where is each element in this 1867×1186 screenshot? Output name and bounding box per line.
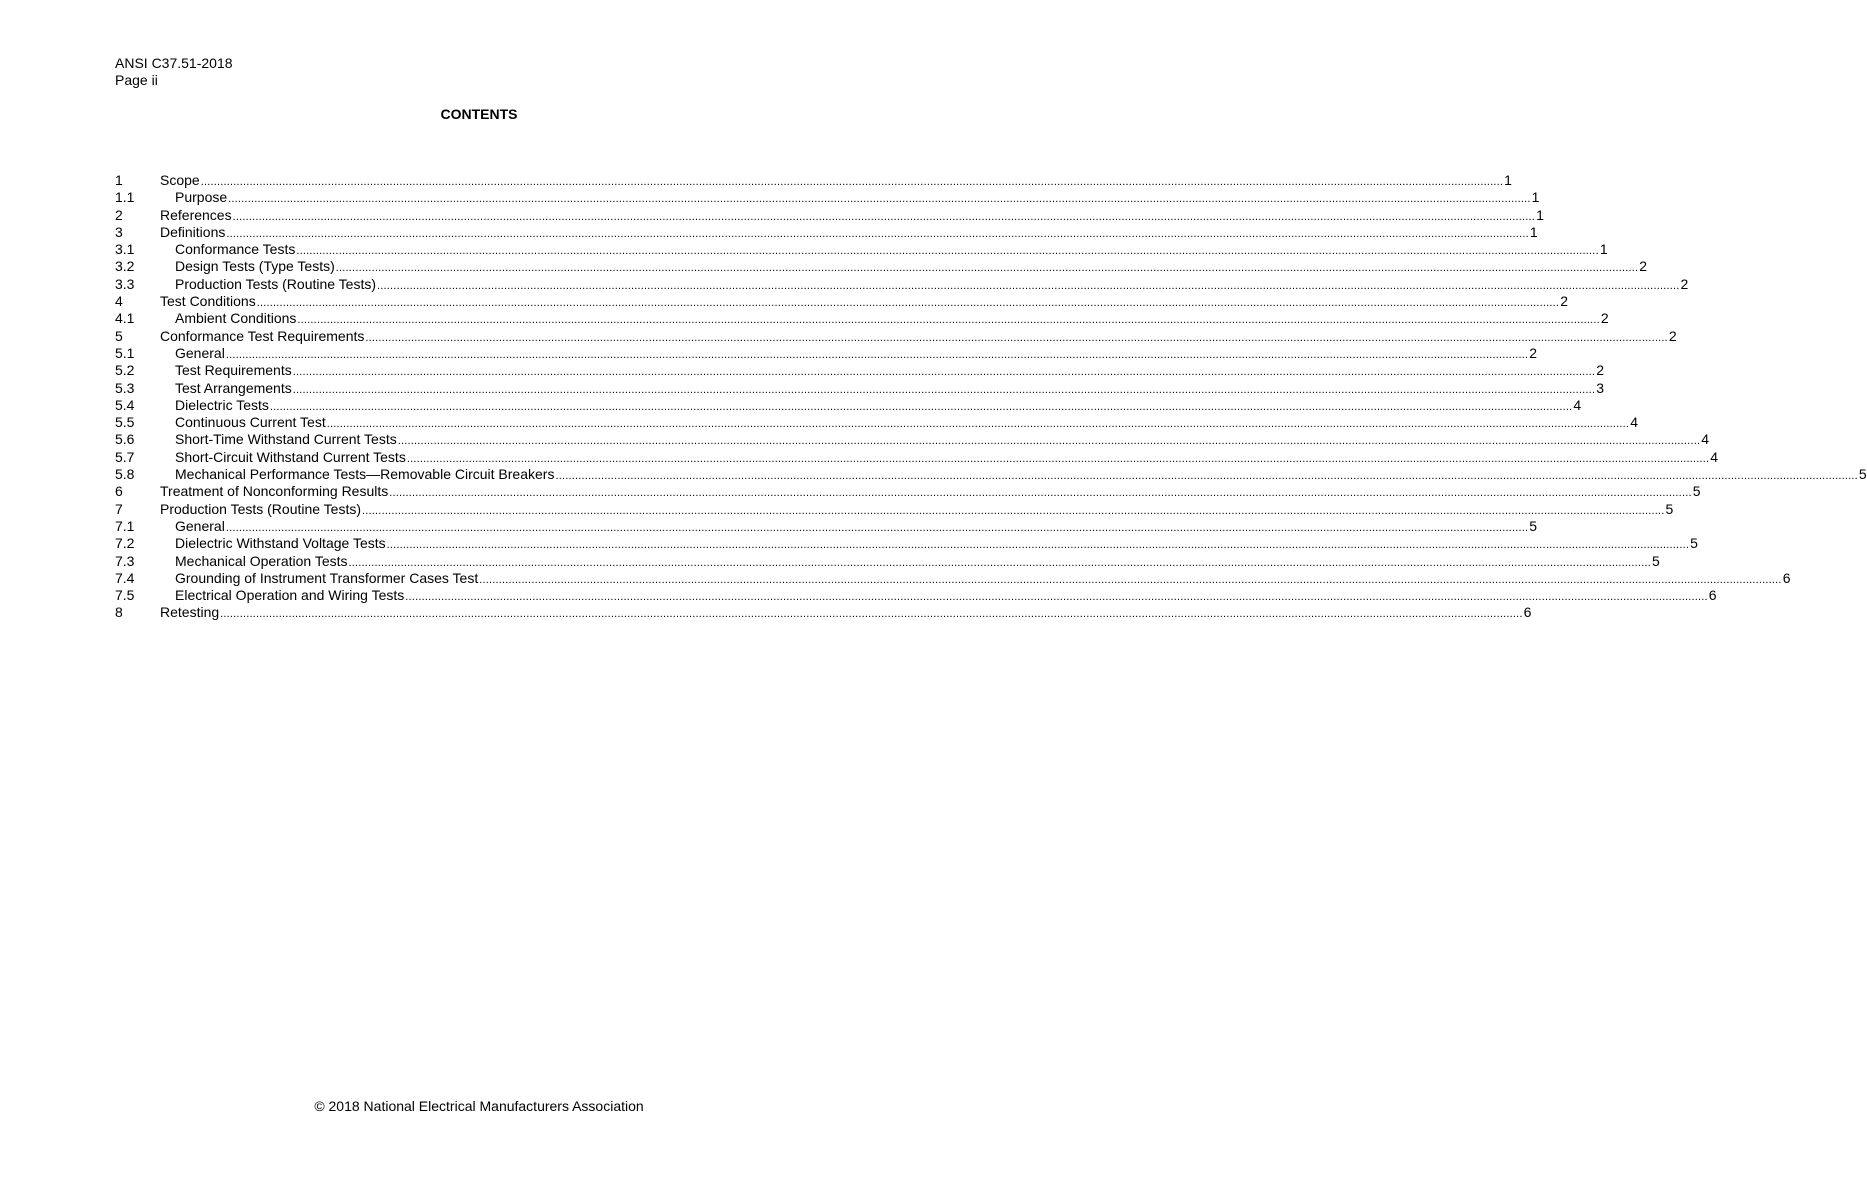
toc-entry-title: Short-Time Withstand Current Tests <box>175 431 397 448</box>
toc-entry-title: Short-Circuit Withstand Current Tests <box>175 448 406 465</box>
toc-dot-leader: ................................................................................................................................................................................................................................................................................................................................................................................................................ <box>269 400 1573 413</box>
toc-entry-number: 5 <box>115 327 123 344</box>
toc-entry-page: 4 <box>1573 396 1582 413</box>
toc-entry[interactable] <box>115 379 1604 397</box>
toc-entry-page: 2 <box>1596 362 1604 379</box>
toc-entry-page: 2 <box>1560 293 1568 310</box>
toc-entry-number: 3.3 <box>115 275 135 292</box>
toc-entry-number: 1 <box>115 172 123 188</box>
toc-entry-title: General <box>175 517 225 534</box>
toc-entry-number: 5.4 <box>115 396 135 413</box>
toc-entry-page: 1 <box>1531 189 1540 206</box>
toc-dot-leader: ................................................................................................................................................................................................................................................................................................................................................................................................................ <box>406 452 1710 465</box>
toc-entry[interactable] <box>115 241 1608 258</box>
toc-dot-leader: ................................................................................................................................................................................................................................................................................................................................................................................................................ <box>220 608 1523 621</box>
toc-entry[interactable] <box>115 414 1638 431</box>
toc-entry-page: 1 <box>1504 172 1512 188</box>
toc-entry[interactable] <box>115 275 1689 293</box>
toc-entry[interactable] <box>115 483 1701 500</box>
toc-entry[interactable] <box>115 310 1609 327</box>
toc-dot-leader: ................................................................................................................................................................................................................................................................................................................................................................................................................ <box>225 348 1529 361</box>
toc-dot-leader: ................................................................................................................................................................................................................................................................................................................................................................................................................ <box>397 435 1701 448</box>
toc-entry-number: 6 <box>115 483 123 500</box>
toc-entry[interactable] <box>115 396 1582 414</box>
toc-dot-leader: ................................................................................................................................................................................................................................................................................................................................................................................................................ <box>386 539 1690 552</box>
toc-entry-number: 5.6 <box>115 431 135 448</box>
toc-entry[interactable] <box>115 587 1717 604</box>
toc-entry-title: Continuous Current Test <box>175 414 326 431</box>
toc-entry-page: 1 <box>1599 241 1608 258</box>
toc-entry-title: Retesting <box>160 604 220 621</box>
toc-entry-page: 4 <box>1701 431 1710 448</box>
toc-dot-leader: ................................................................................................................................................................................................................................................................................................................................................................................................................ <box>479 573 1782 586</box>
toc-entry-title: Dielectric Withstand Voltage Tests <box>175 535 386 552</box>
toc-dot-leader: ................................................................................................................................................................................................................................................................................................................................................................................................................ <box>405 591 1708 604</box>
toc-entry-title: References <box>160 206 232 223</box>
toc-entry-title: Mechanical Operation Tests <box>175 552 348 569</box>
toc-entry-page: 1 <box>1529 223 1538 240</box>
toc-entry[interactable] <box>115 552 1660 570</box>
toc-entry-page: 3 <box>1596 379 1604 396</box>
toc-entry-page: 2 <box>1680 275 1689 292</box>
toc-dot-leader: ................................................................................................................................................................................................................................................................................................................................................................................................................ <box>555 470 1858 483</box>
toc-entry[interactable] <box>115 362 1604 379</box>
toc-entry-page: 2 <box>1600 310 1609 327</box>
toc-entry-title: Production Tests (Routine Tests) <box>175 275 377 292</box>
toc-dot-leader: ................................................................................................................................................................................................................................................................................................................................................................................................................ <box>297 314 1600 327</box>
toc-entry-number: 5.7 <box>115 448 135 465</box>
toc-entry[interactable] <box>115 500 1674 518</box>
toc-entry[interactable] <box>115 344 1538 362</box>
toc-entry-number: 1.1 <box>115 189 135 206</box>
toc-entry[interactable] <box>115 466 1867 483</box>
toc-entry-page: 6 <box>1523 604 1532 621</box>
toc-dot-leader: ................................................................................................................................................................................................................................................................................................................................................................................................................ <box>232 210 1536 223</box>
toc-dot-leader: ................................................................................................................................................................................................................................................................................................................................................................................................................ <box>225 521 1529 534</box>
toc-entry-page: 6 <box>1782 569 1791 586</box>
toc-entry-number: 7.4 <box>115 569 135 586</box>
toc-dot-leader: ................................................................................................................................................................................................................................................................................................................................................................................................................ <box>228 193 1531 206</box>
toc-entry[interactable] <box>115 293 1568 310</box>
toc-entry-number: 3.2 <box>115 258 135 275</box>
toc-entry-number: 5.8 <box>115 466 135 483</box>
toc-entry-page: 5 <box>1858 466 1867 483</box>
toc-dot-leader: ................................................................................................................................................................................................................................................................................................................................................................................................................ <box>348 556 1651 569</box>
toc-entry-page: 4 <box>1710 448 1719 465</box>
toc-entry-title: Design Tests (Type Tests) <box>175 258 335 275</box>
toc-entry[interactable] <box>115 172 1512 189</box>
toc-entry-page: 5 <box>1690 535 1698 552</box>
toc-entry[interactable] <box>115 223 1538 241</box>
toc-entry-title: Conformance Test Requirements <box>160 327 365 344</box>
toc-entry[interactable] <box>115 327 1677 345</box>
toc-entry-page: 6 <box>1708 587 1717 604</box>
toc-dot-leader: ................................................................................................................................................................................................................................................................................................................................................................................................................ <box>365 331 1668 344</box>
toc-entry-title: Conformance Tests <box>175 241 296 258</box>
toc-dot-leader: ................................................................................................................................................................................................................................................................................................................................................................................................................ <box>377 279 1680 292</box>
toc-dot-leader: ................................................................................................................................................................................................................................................................................................................................................................................................................ <box>389 487 1692 500</box>
page-title: CONTENTS <box>440 106 518 122</box>
toc-entry-title: Test Arrangements <box>175 379 292 396</box>
toc-dot-leader: ................................................................................................................................................................................................................................................................................................................................................................................................................ <box>200 176 1504 188</box>
toc-dot-leader: ................................................................................................................................................................................................................................................................................................................................................................................................................ <box>256 297 1560 310</box>
toc-entry[interactable] <box>115 258 1648 275</box>
toc-entry-number: 5.5 <box>115 414 135 431</box>
toc-dot-leader: ................................................................................................................................................................................................................................................................................................................................................................................................................ <box>292 366 1596 379</box>
toc-entry[interactable] <box>115 604 1532 621</box>
toc-entry-page: 2 <box>1639 258 1648 275</box>
toc-entry[interactable] <box>115 189 1540 206</box>
document-id: ANSI C37.51-2018 <box>115 55 233 71</box>
toc-dot-leader: ................................................................................................................................................................................................................................................................................................................................................................................................................ <box>226 227 1529 240</box>
toc-entry-title: Dielectric Tests <box>175 396 269 413</box>
page-header <box>115 55 233 89</box>
toc-entry-title: Test Requirements <box>175 362 292 379</box>
toc-entry-title: Mechanical Performance Tests—Removable Circuit Breakers <box>175 466 555 483</box>
toc-entry-title: Electrical Operation and Wiring Tests <box>175 587 405 604</box>
toc-entry-title: Definitions <box>160 223 226 240</box>
toc-entry-title: Treatment of Nonconforming Results <box>160 483 389 500</box>
toc-entry[interactable] <box>115 517 1538 535</box>
toc-entry-title: Ambient Conditions <box>175 310 297 327</box>
toc-entry[interactable] <box>115 431 1710 448</box>
table-of-contents <box>115 172 1867 622</box>
toc-entry-title: Production Tests (Routine Tests) <box>160 500 362 517</box>
toc-entry-number: 7.2 <box>115 535 135 552</box>
toc-entry-number: 7.1 <box>115 517 135 534</box>
toc-entry-page: 5 <box>1529 517 1538 534</box>
page-number: Page ii <box>115 72 158 88</box>
toc-dot-leader: ................................................................................................................................................................................................................................................................................................................................................................................................................ <box>335 262 1639 275</box>
toc-entry-number: 5.1 <box>115 344 135 361</box>
toc-entry-title: Grounding of Instrument Transformer Cases Test <box>175 569 479 586</box>
toc-entry-page: 2 <box>1529 344 1538 361</box>
toc-entry[interactable] <box>115 448 1719 466</box>
toc-dot-leader: ................................................................................................................................................................................................................................................................................................................................................................................................................ <box>292 383 1596 396</box>
toc-entry-title: General <box>175 344 225 361</box>
toc-entry-number: 4 <box>115 293 123 310</box>
toc-entry-number: 3 <box>115 223 123 240</box>
toc-entry-page: 5 <box>1665 500 1674 517</box>
toc-entry-number: 8 <box>115 604 123 621</box>
toc-dot-leader: ................................................................................................................................................................................................................................................................................................................................................................................................................ <box>326 418 1630 431</box>
toc-entry[interactable] <box>115 535 1698 552</box>
toc-entry-title: Purpose <box>175 189 228 206</box>
toc-entry-number: 2 <box>115 206 123 223</box>
toc-entry-number: 4.1 <box>115 310 135 327</box>
toc-entry[interactable] <box>115 569 1791 587</box>
toc-entry[interactable] <box>115 206 1544 224</box>
toc-entry-body <box>160 604 1531 623</box>
toc-entry-title: Scope <box>160 172 200 188</box>
toc-entry-title: Test Conditions <box>160 293 256 310</box>
toc-dot-leader: ................................................................................................................................................................................................................................................................................................................................................................................................................ <box>362 504 1665 517</box>
toc-entry-page: 5 <box>1651 552 1660 569</box>
toc-dot-leader: ................................................................................................................................................................................................................................................................................................................................................................................................................ <box>296 245 1599 258</box>
toc-entry-number: 5.2 <box>115 362 135 379</box>
copyright-footer: © 2018 National Electrical Manufacturers Association <box>314 1098 644 1114</box>
toc-entry-page: 5 <box>1692 483 1701 500</box>
toc-entry-number: 7.5 <box>115 587 135 604</box>
toc-entry-page: 2 <box>1668 327 1677 344</box>
toc-entry-page: 4 <box>1630 414 1638 431</box>
toc-entry-number: 7.3 <box>115 552 135 569</box>
toc-entry-number: 7 <box>115 500 123 517</box>
toc-entry-number: 3.1 <box>115 241 135 258</box>
toc-entry-number: 5.3 <box>115 379 135 396</box>
toc-entry-page: 1 <box>1536 206 1544 223</box>
